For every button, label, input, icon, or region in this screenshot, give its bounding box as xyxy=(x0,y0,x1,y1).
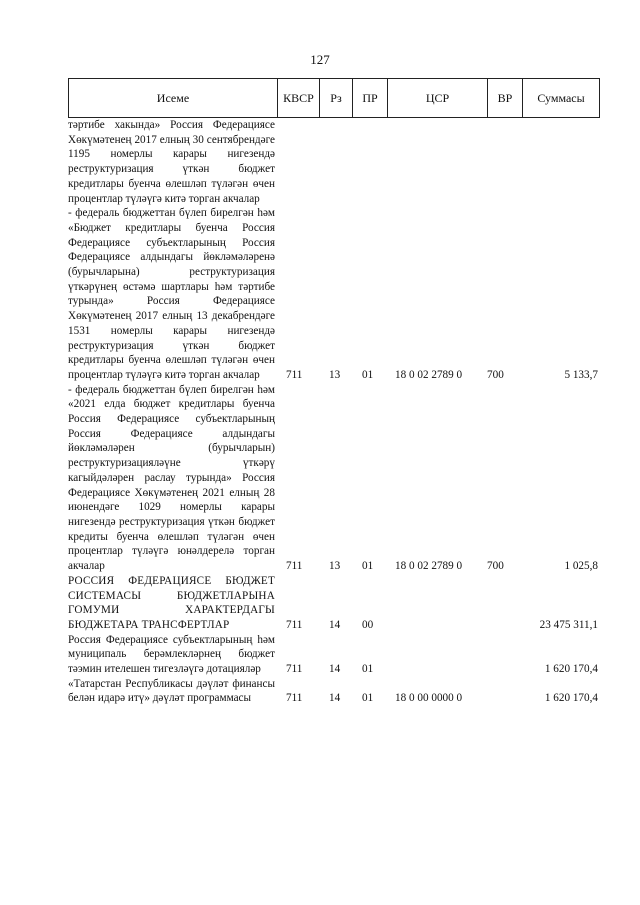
row-rz: 14 xyxy=(329,663,341,676)
row-pr: 00 xyxy=(362,618,374,631)
row-sum: 1 620 170,4 xyxy=(544,663,598,676)
header-csr: ЦСР xyxy=(388,79,488,117)
table-row xyxy=(68,633,600,677)
header-vr: ВР xyxy=(488,79,523,117)
row-csr: 18 0 02 2789 0 xyxy=(395,368,463,381)
header-rz: Рз xyxy=(320,79,353,117)
row-rz: 13 xyxy=(329,368,341,381)
row-name: - федераль бюджеттан бүлеп бирелгән һәм «2021 елда бюджет кредитлары буенча Россия Федерациясе субъектларының Россия Федерациясе алдындагы йөкләмәләрен (бурычларын) реструктуризацияләүне үткәрү кагыйдәләрен раслау турында» Россия Федерациясе Хөкүмәтенең 2021 елның 28 июнендәге 1029 номерлы карары нигезендә реструктуризация үткән бюджет кредиты буенча өлешләп түләгән өчен процентлар түләүгә юнәлдерелә торган акчалар xyxy=(68,383,275,573)
budget-table xyxy=(68,78,600,706)
row-csr: 18 0 02 2789 0 xyxy=(395,560,463,573)
row-rz: 14 xyxy=(329,692,341,705)
row-rz: 13 xyxy=(329,560,341,573)
row-kvsr: 711 xyxy=(286,692,303,705)
row-name: «Татарстан Республикасы дәүләт финансы белән идарә итү» дәүләт программасы xyxy=(68,677,275,705)
row-pr: 01 xyxy=(362,692,374,705)
row-kvsr: 711 xyxy=(286,560,303,573)
row-vr: 700 xyxy=(487,560,504,573)
table-body xyxy=(68,118,600,706)
row-kvsr: 711 xyxy=(286,618,303,631)
row-name: - федераль бюджеттан бүлеп бирелгән һәм «Бюджет кредитлары буенча Россия Федерациясе субъектларының Россия Федерациясе алдындагы йөкләмәләренә (бурычларына) реструктуризация үткәрүнең өстәмә шартлары һәм тәртибе турында» Россия Федерациясе Хөкүмәтенең 2017 елның 13 декабрендәге 1531 номерлы карары нигезендә реструктуризация үткән бюджет кредитлары буенча өлешләп түләгән өчен процентлар түләүгә китә торган акчалар xyxy=(68,207,275,381)
header-sum: Суммасы xyxy=(537,90,585,105)
header-name: Исеме xyxy=(69,79,278,117)
row-pr: 01 xyxy=(362,560,374,573)
row-rz: 14 xyxy=(329,618,341,631)
table-row xyxy=(68,383,600,574)
row-pr: 01 xyxy=(362,368,374,381)
row-pr: 01 xyxy=(362,663,374,676)
table-row xyxy=(68,574,600,633)
table-row xyxy=(68,206,600,382)
row-sum: 23 475 311,1 xyxy=(539,618,598,631)
row-sum: 1 620 170,4 xyxy=(544,692,598,705)
row-name: РОССИЯ ФЕДЕРАЦИЯСЕ БЮДЖЕТ СИСТЕМАСЫ БЮДЖЕТЛАРЫНА ГОМУМИ ХАРАКТЕРДАГЫ БЮДЖЕТАРА ТРАНСФЕРТЛАР xyxy=(68,574,275,631)
table-row xyxy=(68,677,600,706)
header-kvsr: КВСР xyxy=(278,79,320,117)
page-number: 127 xyxy=(310,52,330,67)
row-vr: 700 xyxy=(487,368,504,381)
row-csr: 18 0 00 0000 0 xyxy=(395,692,463,705)
row-sum: 1 025,8 xyxy=(564,560,598,573)
row-kvsr: 711 xyxy=(286,663,303,676)
table-header xyxy=(68,78,600,118)
header-pr: ПР xyxy=(353,79,388,117)
row-sum: 5 133,7 xyxy=(564,368,598,381)
table-row xyxy=(68,118,600,206)
row-kvsr: 711 xyxy=(286,368,303,381)
row-name: Россия Федерациясе субъектларының һәм муниципаль берәмлекләрнең бюджет тәэмин ителешен тигезләүгә дотацияләр xyxy=(68,633,275,676)
row-name: тәртибе хакында» Россия Федерациясе Хөкүмәтенең 2017 елның 30 сентябрендәге 1195 номерлы карары нигезендә реструктуризация үткән бюджет кредитлары буенча өлешләп түләгән өчен процентлар түләүгә китә торган акчалар xyxy=(68,119,275,205)
